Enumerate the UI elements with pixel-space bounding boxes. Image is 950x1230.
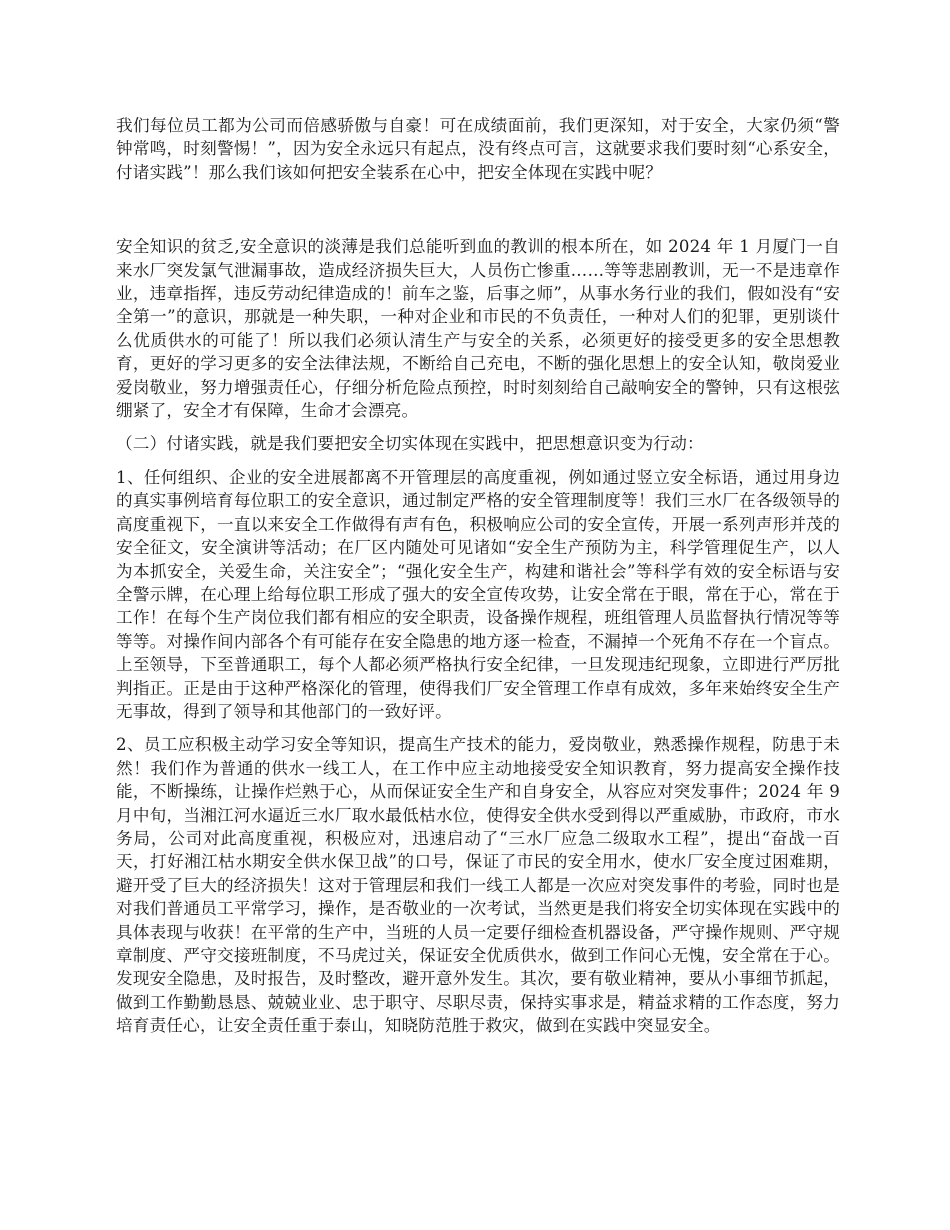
document-page bbox=[116, 114, 840, 1038]
section-heading-practice: （二）付诸实践，就是我们要把安全切实体现在实践中，把思想意识变为行动： bbox=[116, 434, 704, 454]
intro-paragraph: 我们每位员工都为公司而倍感骄傲与自豪！可在成绩面前，我们更深知，对于安全，大家仍须“警钟常鸣，时刻警惕！”，因为安全永远只有起点，没有终点可言，这就要求我们要时刻“心系安全，付诸实践”！那么我们该如何把安全装系在心中，把安全体现在实践中呢？ bbox=[116, 116, 840, 182]
safety-knowledge-paragraph: 安全知识的贫乏,安全意识的淡薄是我们总能听到血的教训的根本所在，如 2024 年 1 月厦门一自来水厂突发氯气泄漏事故，造成经济损失巨大，人员伤亡惨重……等等悲剧教训，无一不是违章作业，违章指挥，违反劳动纪律造成的！前车之鉴，后事之师”，从事水务行业的我们，假如没有“安全第一”的意识，那就是一种失职，一种对企业和市民的不负责任，一种对人们的犯罪，更别谈什么优质供水的可能了！所以我们必须认清生产与安全的关系，必须更好的接受更多的安全思想教育，更好的学习更多的安全法律法规，不断给自己充电，不断的强化思想上的安全认知，敬岗爱业爱岗敬业，努力增强责任心，仔细分析危险点预控，时时刻刻给自己敲响安全的警钟，只有这根弦绷紧了，安全才有保障，生命才会漂亮。 bbox=[116, 237, 840, 421]
point-1-paragraph: 1、任何组织、企业的安全进展都离不开管理层的高度重视，例如通过竖立安全标语，通过用身边的真实事例培育每位职工的安全意识，通过制定严格的安全管理制度等！我们三水厂在各级领导的高度重视下，一直以来安全工作做得有声有色，积极响应公司的安全宣传，开展一系列声形并茂的安全征文，安全演讲等活动；在厂区内随处可见诸如“安全生产预防为主，科学管理促生产，以人为本抓安全，关爱生命，关注安全”；“强化安全生产，构建和谐社会”等科学有效的安全标语与安全警示牌，在心理上给每位职工形成了强大的安全宣传攻势，让安全常在于眼，常在于心，常在于工作！在每个生产岗位我们都有相应的安全职责，设备操作规程，班组管理人员监督执行情况等等等等。对操作间内部各个有可能存在安全隐患的地方逐一检查，不漏掉一个死角不存在一个盲点。上至领导，下至普通职工，每个人都必须严格执行安全纪律，一旦发现违纪现象，立即进行严厉批判指正。正是由于这种严格深化的管理，使得我们厂安全管理工作卓有成效，多年来始终安全生产无事故，得到了领导和其他部门的一致好评。 bbox=[116, 467, 840, 721]
point-2-paragraph: 2、员工应积极主动学习安全等知识，提高生产技术的能力，爱岗敬业，熟悉操作规程，防患于未然！我们作为普通的供水一线工人，在工作中应主动地接受安全知识教育，努力提高安全操作技能，不断操练，让操作烂熟于心，从而保证安全生产和自身安全，从容应对突发事件；2024 年 9 月中旬，当湘江河水逼近三水厂取水最低枯水位，使得安全供水受到得以严重威胁，市政府，市水务局，公司对此高度重视，积极应对，迅速启动了“三水厂应急二级取水工程”，提出“奋战一百天，打好湘江枯水期安全供水保卫战”的口号，保证了市民的安全用水，使水厂安全度过困难期，避开受了巨大的经济损失！这对于管理层和我们一线工人都是一次应对突发事件的考验，同时也是对我们普通员工平常学习，操作，是否敬业的一次考试，当然更是我们将安全切实体现在实践中的具体表现与收获！在平常的生产中，当班的人员一定要仔细检查机器设备，严守操作规则、严守规章制度、严守交接班制度，不马虎过关，保证安全优质供水，做到工作问心无愧，安全常在于心。发现安全隐患，及时报告，及时整改，避开意外发生。其次，要有敬业精神，要从小事细节抓起，做到工作勤勤恳恳、兢兢业业、忠于职守、尽职尽责，保持实事求是，精益求精的工作态度，努力培育责任心，让安全责任重于泰山，知晓防范胜于救灾，做到在实践中突显安全。 bbox=[116, 735, 840, 1036]
